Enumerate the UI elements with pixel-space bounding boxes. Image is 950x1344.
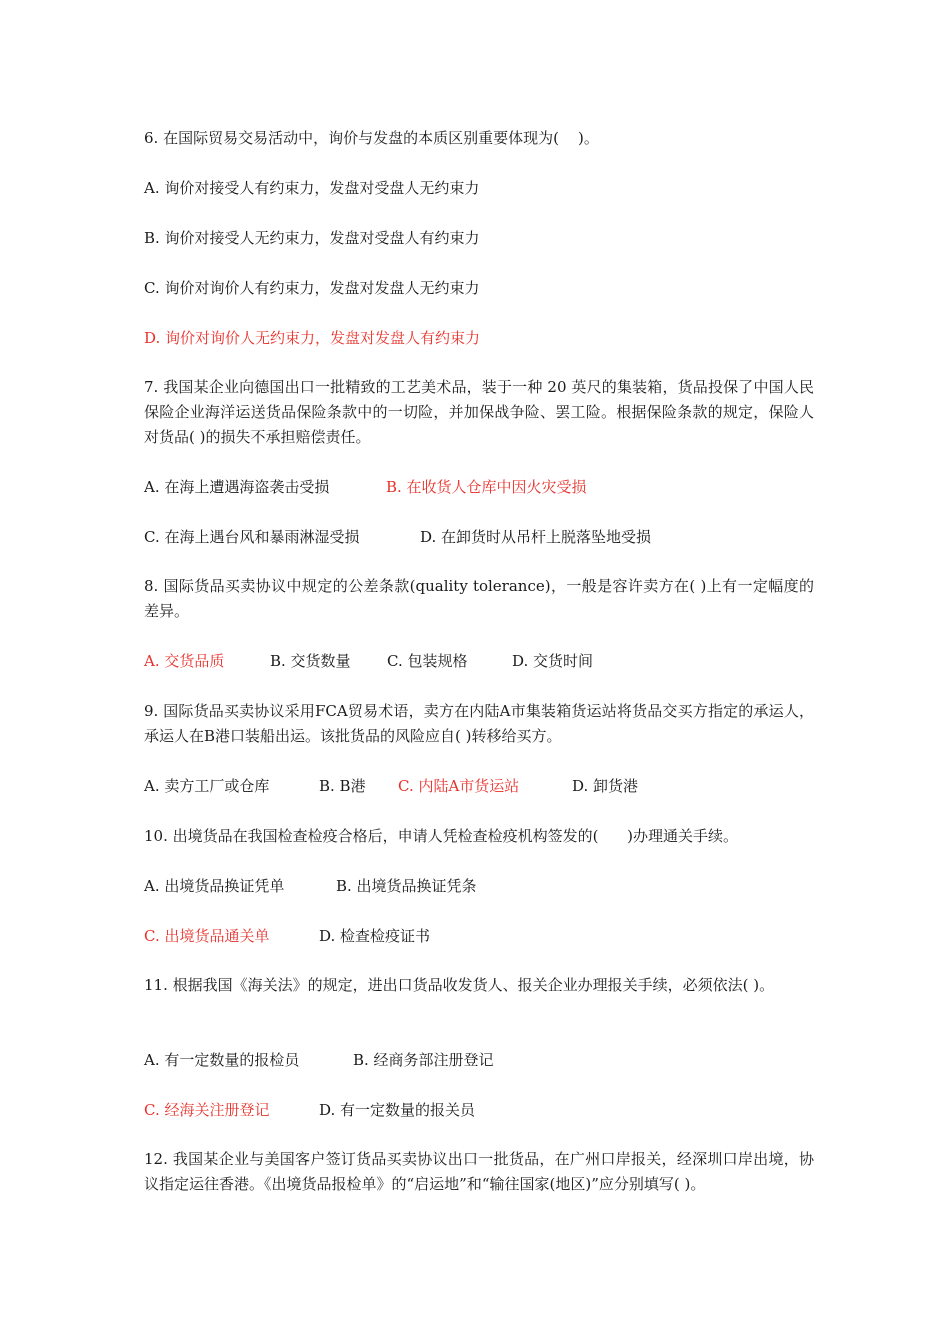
question-6-option-a: A. 询价对接受人有约束力，发盘对受盘人无约束力	[144, 179, 480, 197]
question-8-option-c: C. 包装规格	[387, 652, 468, 670]
question-9-stem: 9. 国际货品买卖协议采用FCA贸易术语，卖方在内陆A市集装箱货运站将货品交买方指定的承运人，承运人在B港口装船出运。该批货品的风险应自( )转移给买方。	[144, 702, 814, 745]
question-9-option-d: D. 卸货港	[572, 777, 639, 795]
question-8-option-d: D. 交货时间	[512, 652, 594, 670]
question-6-option-b: B. 询价对接受人无约束力，发盘对受盘人有约束力	[144, 229, 480, 247]
question-11-option-c-answer: C. 经海关注册登记	[144, 1101, 270, 1119]
question-10-option-a: A. 出境货品换证凭单	[144, 877, 285, 895]
question-12-stem: 12. 我国某企业与美国客户签订货品买卖协议出口一批货品，在广州口岸报关，经深圳口岸出境，协议指定运往香港。《出境货品报检单》的“启运地”和“输往国家(地区)”应分别填写( )。	[144, 1150, 814, 1193]
question-7-option-d: D. 在卸货时从吊杆上脱落坠地受损	[420, 528, 652, 546]
question-10-option-b: B. 出境货品换证凭条	[336, 877, 477, 895]
question-11-option-a: A. 有一定数量的报检员	[144, 1051, 300, 1069]
question-6-option-c: C. 询价对询价人有约束力，发盘对发盘人无约束力	[144, 279, 480, 297]
question-8-stem: 8. 国际货品买卖协议中规定的公差条款(quality tolerance)，一般是容许卖方在( )上有一定幅度的差异。	[144, 577, 814, 620]
question-10-option-c-answer: C. 出境货品通关单	[144, 927, 270, 945]
question-9-option-c-answer: C. 内陆A市货运站	[398, 777, 520, 795]
question-9-option-a: A. 卖方工厂或仓库	[144, 777, 270, 795]
question-11-stem: 11. 根据我国《海关法》的规定，进出口货品收发货人、报关企业办理报关手续，必须依法( )。	[144, 976, 775, 994]
question-7-option-c: C. 在海上遇台风和暴雨淋湿受损	[144, 528, 360, 546]
question-6-stem: 6. 在国际贸易交易活动中，询价与发盘的本质区别重要体现为( )。	[144, 129, 599, 147]
question-7-option-a: A. 在海上遭遇海盗袭击受损	[144, 478, 330, 496]
question-7-option-b-answer: B. 在收货人仓库中因火灾受损	[386, 478, 587, 496]
question-8-option-b: B. 交货数量	[270, 652, 351, 670]
question-8-option-a-answer: A. 交货品质	[144, 652, 225, 670]
question-10-stem: 10. 出境货品在我国检查检疫合格后，申请人凭检查检疫机构签发的( )办理通关手续。	[144, 827, 738, 845]
question-10-option-d: D. 检查检疫证书	[319, 927, 431, 945]
question-9-option-b: B. B港	[319, 777, 366, 795]
question-7-stem: 7. 我国某企业向德国出口一批精致的工艺美术品，装于一种 20 英尺的集装箱，货品投保了中国人民保险企业海洋运送货品保险条款中的一切险，并加保战争险、罢工险。根据保险条款的规定，保险人对货品( )的损失不承担赔偿责任。	[144, 378, 814, 446]
question-11-option-d: D. 有一定数量的报关员	[319, 1101, 476, 1119]
question-6-option-d-answer: D. 询价对询价人无约束力，发盘对发盘人有约束力	[144, 329, 481, 347]
question-11-option-b: B. 经商务部注册登记	[353, 1051, 494, 1069]
